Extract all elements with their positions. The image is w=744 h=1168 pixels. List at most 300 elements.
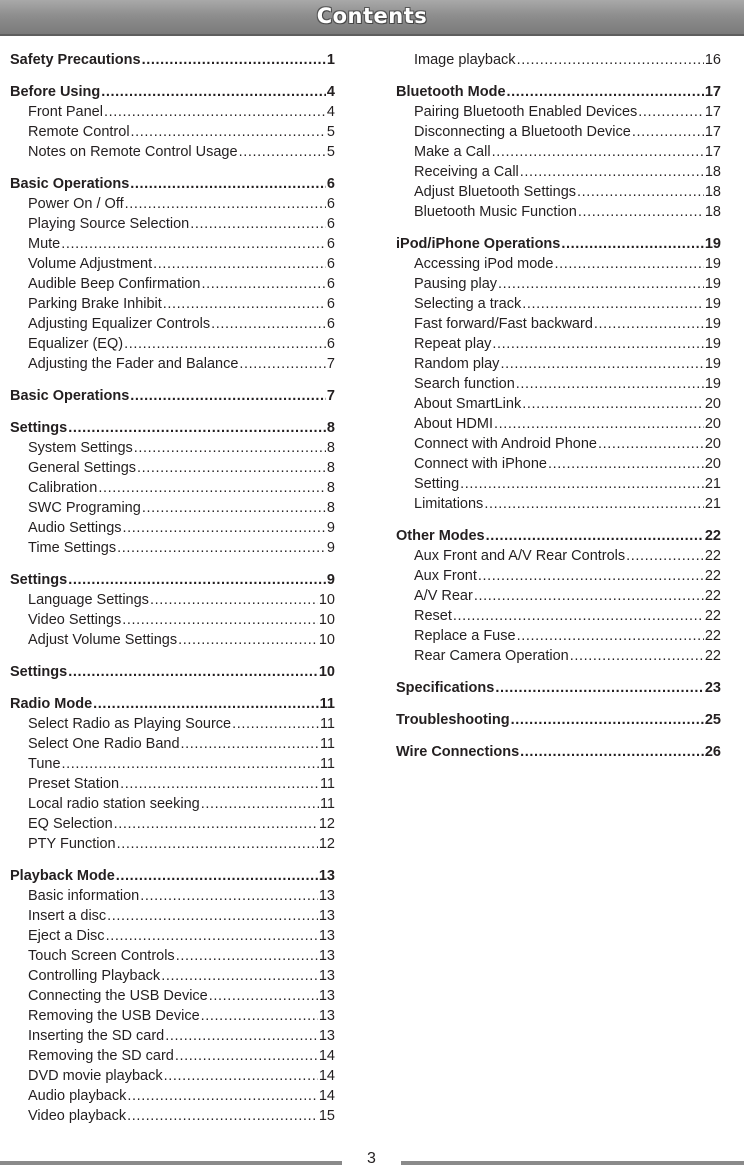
toc-subentry-page: 16 — [704, 52, 721, 68]
dot-leader — [507, 82, 704, 102]
toc-subentry-page: 11 — [319, 756, 335, 772]
dot-leader — [494, 414, 704, 434]
toc-subentry-label: Time Settings — [28, 540, 117, 556]
toc-subentry-label: System Settings — [28, 440, 133, 456]
toc-subentry-label: Removing the SD card — [28, 1048, 174, 1064]
dot-leader — [124, 334, 326, 354]
toc-subentry-page: 8 — [326, 500, 335, 516]
toc-section-heading[interactable] — [10, 50, 335, 70]
toc-subentry[interactable] — [10, 1086, 335, 1106]
toc-subentry[interactable] — [396, 294, 721, 314]
toc-subentry-label: Pausing play — [414, 276, 498, 292]
dot-leader — [140, 886, 318, 906]
toc-subentry-page: 10 — [318, 612, 335, 628]
toc-subentry-page: 19 — [704, 256, 721, 272]
dot-leader — [101, 82, 326, 102]
dot-leader — [150, 590, 318, 610]
toc-subentry[interactable] — [396, 50, 721, 70]
toc-subentry[interactable] — [396, 646, 721, 666]
toc-subentry-label: Tune — [28, 756, 61, 772]
toc-subentry[interactable] — [10, 714, 335, 734]
dot-leader — [202, 274, 326, 294]
dot-leader — [638, 102, 704, 122]
footer-rule-right — [401, 1161, 744, 1165]
toc-section-heading-page: 7 — [326, 388, 335, 404]
toc-subentry-page: 9 — [326, 520, 335, 536]
dot-leader — [577, 182, 704, 202]
toc-section-heading-page: 11 — [319, 696, 335, 712]
toc-subentry-label: EQ Selection — [28, 816, 113, 832]
toc-section-heading[interactable] — [10, 694, 335, 714]
toc-subentry-page: 21 — [704, 476, 721, 492]
toc-section-heading[interactable] — [10, 662, 335, 682]
dot-leader — [68, 662, 318, 682]
dot-leader — [120, 774, 319, 794]
toc-subentry[interactable] — [396, 162, 721, 182]
toc-subentry-label: Remote Control — [28, 124, 130, 140]
toc-subentry-label: Fast forward/Fast backward — [414, 316, 593, 332]
dot-leader — [190, 214, 326, 234]
toc-subentry[interactable] — [10, 906, 335, 926]
toc-subentry[interactable] — [396, 374, 721, 394]
toc-subentry-page: 12 — [318, 836, 335, 852]
dot-leader — [201, 794, 319, 814]
dot-leader — [106, 926, 318, 946]
toc-subentry-page: 13 — [318, 948, 335, 964]
toc-subentry[interactable] — [10, 334, 335, 354]
toc-section-heading-label: Bluetooth Mode — [396, 84, 506, 100]
toc-subentry[interactable] — [10, 734, 335, 754]
toc-subentry-page: 13 — [318, 1008, 335, 1024]
toc-subentry-page: 14 — [318, 1068, 335, 1084]
toc-subentry-label: Adjust Volume Settings — [28, 632, 178, 648]
dot-leader — [165, 1026, 318, 1046]
dot-leader — [520, 162, 704, 182]
toc-subentry-label: Rear Camera Operation — [414, 648, 569, 664]
toc-subentry-page: 20 — [704, 416, 721, 432]
dot-leader — [142, 50, 326, 70]
toc-section-heading-label: Radio Mode — [10, 696, 93, 712]
dot-leader — [492, 142, 704, 162]
dot-leader — [239, 142, 326, 162]
dot-leader — [209, 986, 318, 1006]
toc-subentry[interactable] — [10, 886, 335, 906]
toc-subentry-label: General Settings — [28, 460, 137, 476]
toc-subentry[interactable] — [10, 946, 335, 966]
toc-subentry-label: Adjust Bluetooth Settings — [414, 184, 577, 200]
toc-section-heading-label: Settings — [10, 420, 68, 436]
toc-subentry-label: Language Settings — [28, 592, 149, 608]
toc-section-heading-label: Settings — [10, 664, 68, 680]
dot-leader — [117, 834, 318, 854]
dot-leader — [211, 314, 326, 334]
toc-subentry[interactable] — [10, 142, 335, 162]
toc-subentry-label: Replace a Fuse — [414, 628, 516, 644]
toc-subentry[interactable] — [396, 394, 721, 414]
toc-subentry-page: 11 — [319, 796, 335, 812]
dot-leader — [98, 478, 326, 498]
dot-leader — [561, 234, 704, 254]
toc-subentry-page: 5 — [326, 144, 335, 160]
toc-subentry-label: Basic information — [28, 888, 140, 904]
toc-subentry[interactable] — [396, 182, 721, 202]
footer-rule-left — [0, 1161, 342, 1165]
toc-subentry-label: Removing the USB Device — [28, 1008, 200, 1024]
toc-subentry-page: 19 — [704, 336, 721, 352]
toc-subentry-label: Bluetooth Music Function — [414, 204, 577, 220]
toc-subentry-page: 20 — [704, 436, 721, 452]
toc-section-heading[interactable] — [396, 710, 721, 730]
toc-subentry-page: 19 — [704, 276, 721, 292]
toc-subentry-page: 10 — [318, 632, 335, 648]
toc-subentry-page: 10 — [318, 592, 335, 608]
toc-section-heading-page: 19 — [704, 236, 721, 252]
dot-leader — [142, 498, 326, 518]
toc-section-heading[interactable] — [396, 742, 721, 762]
toc-subentry-label: Accessing iPod mode — [414, 256, 554, 272]
toc-section-heading[interactable] — [396, 82, 721, 102]
dot-leader — [130, 174, 326, 194]
toc-subentry[interactable] — [10, 986, 335, 1006]
toc-subentry-label: Search function — [414, 376, 515, 392]
header-banner — [0, 0, 744, 36]
toc-subentry[interactable] — [10, 438, 335, 458]
toc-subentry-page: 6 — [326, 296, 335, 312]
toc-subentry-label: Playing Source Selection — [28, 216, 190, 232]
toc-subentry-page: 19 — [704, 296, 721, 312]
toc-subentry[interactable] — [10, 1046, 335, 1066]
dot-leader — [114, 814, 318, 834]
toc-subentry[interactable] — [10, 194, 335, 214]
toc-section-heading-page: 26 — [704, 744, 721, 760]
toc-section-heading-page: 25 — [704, 712, 721, 728]
dot-leader — [104, 102, 326, 122]
page-title: Contents — [316, 4, 428, 28]
dot-leader — [570, 646, 704, 666]
toc-subentry-page: 6 — [326, 196, 335, 212]
toc-subentry[interactable] — [396, 314, 721, 334]
dot-leader — [163, 294, 326, 314]
toc-section-heading[interactable] — [10, 174, 335, 194]
toc-subentry-label: Make a Call — [414, 144, 491, 160]
toc-subentry[interactable] — [10, 1006, 335, 1026]
toc-subentry-page: 20 — [704, 396, 721, 412]
toc-subentry-label: Mute — [28, 236, 61, 252]
toc-subentry-page: 6 — [326, 236, 335, 252]
toc-section-heading-page: 4 — [326, 84, 335, 100]
dot-leader — [123, 518, 326, 538]
toc-subentry-page: 4 — [326, 104, 335, 120]
toc-section-heading-label: Specifications — [396, 680, 495, 696]
toc-subentry-label: Repeat play — [414, 336, 492, 352]
dot-leader — [522, 294, 704, 314]
toc-subentry-page: 6 — [326, 256, 335, 272]
toc-subentry-page: 22 — [704, 568, 721, 584]
toc-section-heading-page: 6 — [326, 176, 335, 192]
toc-subentry[interactable] — [10, 1026, 335, 1046]
toc-subentry[interactable] — [396, 354, 721, 374]
toc-subentry[interactable] — [396, 414, 721, 434]
dot-leader — [498, 274, 704, 294]
toc-subentry-page: 6 — [326, 336, 335, 352]
toc-subentry-page: 13 — [318, 908, 335, 924]
toc-subentry[interactable] — [10, 518, 335, 538]
toc-subentry-page: 20 — [704, 456, 721, 472]
dot-leader — [161, 966, 318, 986]
toc-subentry-page: 18 — [704, 204, 721, 220]
dot-leader — [125, 194, 326, 214]
toc-section-heading-label: Safety Precautions — [10, 52, 141, 68]
toc-subentry[interactable] — [396, 474, 721, 494]
toc-subentry[interactable] — [10, 498, 335, 518]
toc-subentry-label: Select One Radio Band — [28, 736, 180, 752]
dot-leader — [68, 418, 326, 438]
toc-subentry-label: A/V Rear — [414, 588, 473, 604]
toc-subentry-label: Video Settings — [28, 612, 122, 628]
toc-subentry[interactable] — [10, 214, 335, 234]
toc-subentry[interactable] — [396, 494, 721, 514]
dot-leader — [117, 538, 326, 558]
dot-leader — [517, 626, 704, 646]
toc-subentry[interactable] — [396, 254, 721, 274]
toc-subentry-label: Connect with iPhone — [414, 456, 547, 472]
toc-subentry-page: 13 — [318, 1028, 335, 1044]
toc-section-heading-label: Before Using — [10, 84, 101, 100]
toc-subentry-label: Insert a disc — [28, 908, 107, 924]
toc-subentry-label: Disconnecting a Bluetooth Device — [414, 124, 631, 140]
toc-subentry[interactable] — [10, 538, 335, 558]
dot-leader — [127, 1086, 318, 1106]
toc-subentry[interactable] — [396, 142, 721, 162]
dot-leader — [511, 710, 704, 730]
toc-subentry[interactable] — [10, 926, 335, 946]
dot-leader — [554, 254, 703, 274]
dot-leader — [578, 202, 704, 222]
toc-subentry[interactable] — [10, 966, 335, 986]
toc-subentry-label: Parking Brake Inhibit — [28, 296, 162, 312]
toc-subentry[interactable] — [396, 202, 721, 222]
dot-leader — [178, 630, 318, 650]
toc-subentry-page: 6 — [326, 276, 335, 292]
toc-subentry-label: About HDMI — [414, 416, 493, 432]
toc-section-heading-label: Basic Operations — [10, 388, 130, 404]
dot-leader — [181, 734, 319, 754]
dot-leader — [176, 946, 318, 966]
toc-subentry-page: 19 — [704, 376, 721, 392]
dot-leader — [68, 570, 326, 590]
toc-subentry[interactable] — [396, 566, 721, 586]
toc-section-heading[interactable] — [10, 570, 335, 590]
toc-section-heading-label: Settings — [10, 572, 68, 588]
toc-subentry-label: PTY Function — [28, 836, 116, 852]
toc-subentry-label: Image playback — [414, 52, 516, 68]
toc-subentry[interactable] — [10, 814, 335, 834]
toc-subentry-label: Adjusting Equalizer Controls — [28, 316, 211, 332]
toc-subentry-label: Controlling Playback — [28, 968, 161, 984]
toc-section-heading-page: 10 — [318, 664, 335, 680]
dot-leader — [548, 454, 704, 474]
toc-subentry[interactable] — [10, 254, 335, 274]
dot-leader — [632, 122, 704, 142]
toc-subentry[interactable] — [10, 354, 335, 374]
toc-subentry-label: Aux Front — [414, 568, 477, 584]
toc-section-heading[interactable] — [396, 526, 721, 546]
toc-subentry[interactable] — [10, 234, 335, 254]
toc-subentry-label: Inserting the SD card — [28, 1028, 165, 1044]
toc-subentry-label: SWC Programing — [28, 500, 141, 516]
toc-subentry-page: 22 — [704, 608, 721, 624]
dot-leader — [164, 1066, 318, 1086]
dot-leader — [500, 354, 703, 374]
toc-subentry[interactable] — [10, 630, 335, 650]
toc-subentry-label: Select Radio as Playing Source — [28, 716, 232, 732]
dot-leader — [626, 546, 704, 566]
toc-section-heading-page: 8 — [326, 420, 335, 436]
dot-leader — [239, 354, 326, 374]
toc-subentry-label: Power On / Off — [28, 196, 124, 212]
toc-subentry-page: 15 — [318, 1108, 335, 1124]
toc-subentry-label: Aux Front and A/V Rear Controls — [414, 548, 626, 564]
toc-subentry-label: Preset Station — [28, 776, 120, 792]
toc-subentry-label: Front Panel — [28, 104, 103, 120]
toc-subentry-page: 13 — [318, 988, 335, 1004]
toc-subentry[interactable] — [10, 122, 335, 142]
dot-leader — [134, 438, 326, 458]
toc-subentry[interactable] — [10, 458, 335, 478]
toc-subentry-label: Connecting the USB Device — [28, 988, 208, 1004]
toc-subentry-label: DVD movie playback — [28, 1068, 163, 1084]
toc-section-heading-page: 22 — [704, 528, 721, 544]
toc-subentry-page: 22 — [704, 588, 721, 604]
toc-subentry-page: 11 — [319, 716, 335, 732]
toc-section-heading[interactable] — [10, 386, 335, 406]
toc-subentry[interactable] — [396, 334, 721, 354]
toc-subentry[interactable] — [396, 434, 721, 454]
toc-subentry-page: 22 — [704, 628, 721, 644]
toc-section-heading-label: Wire Connections — [396, 744, 520, 760]
toc-subentry-page: 22 — [704, 648, 721, 664]
toc-subentry[interactable] — [396, 586, 721, 606]
dot-leader — [495, 678, 704, 698]
toc-subentry-page: 14 — [318, 1088, 335, 1104]
toc-section-heading[interactable] — [10, 418, 335, 438]
dot-leader — [453, 606, 704, 626]
toc-subentry-page: 8 — [326, 460, 335, 476]
toc-subentry[interactable] — [396, 454, 721, 474]
toc-section-heading-page: 13 — [318, 868, 335, 884]
toc-subentry-label: Adjusting the Fader and Balance — [28, 356, 239, 372]
toc-section-heading[interactable] — [10, 866, 335, 886]
toc-subentry-label: About SmartLink — [414, 396, 522, 412]
toc-subentry[interactable] — [10, 1066, 335, 1086]
toc-subentry[interactable] — [10, 478, 335, 498]
toc-section-heading[interactable] — [396, 678, 721, 698]
dot-leader — [484, 494, 704, 514]
toc-subentry-label: Audio playback — [28, 1088, 127, 1104]
toc-subentry-label: Touch Screen Controls — [28, 948, 175, 964]
toc-subentry[interactable] — [10, 754, 335, 774]
toc-subentry[interactable] — [396, 606, 721, 626]
toc-subentry-label: Random play — [414, 356, 500, 372]
toc-subentry[interactable] — [10, 834, 335, 854]
toc-subentry[interactable] — [10, 794, 335, 814]
toc-section-heading-page: 23 — [704, 680, 721, 696]
toc-subentry-page: 13 — [318, 968, 335, 984]
toc-subentry-page: 6 — [326, 216, 335, 232]
toc-subentry-page: 11 — [319, 776, 335, 792]
toc-subentry-label: Calibration — [28, 480, 98, 496]
dot-leader — [127, 1106, 318, 1126]
dot-leader — [516, 374, 704, 394]
toc-subentry-page: 19 — [704, 316, 721, 332]
dot-leader — [474, 586, 704, 606]
toc-subentry-page: 17 — [704, 104, 721, 120]
toc-subentry-page: 8 — [326, 480, 335, 496]
toc-subentry[interactable] — [396, 546, 721, 566]
toc-subentry[interactable] — [10, 274, 335, 294]
toc-section-heading-label: Troubleshooting — [396, 712, 510, 728]
dot-leader — [131, 122, 326, 142]
toc-subentry[interactable] — [396, 102, 721, 122]
toc-subentry[interactable] — [396, 626, 721, 646]
toc-section-heading-label: iPod/iPhone Operations — [396, 236, 561, 252]
toc-subentry[interactable] — [10, 314, 335, 334]
toc-section-heading[interactable] — [396, 234, 721, 254]
toc-subentry-page: 22 — [704, 548, 721, 564]
toc-subentry-page: 7 — [326, 356, 335, 372]
toc-subentry-label: Receiving a Call — [414, 164, 519, 180]
toc-subentry[interactable] — [396, 122, 721, 142]
toc-subentry-page: 18 — [704, 164, 721, 180]
toc-subentry-label: Selecting a track — [414, 296, 522, 312]
toc-subentry-page: 17 — [704, 144, 721, 160]
toc-section-heading-label: Other Modes — [396, 528, 485, 544]
toc-left-column — [10, 50, 335, 1126]
dot-leader — [153, 254, 326, 274]
dot-leader — [598, 434, 704, 454]
toc-subentry[interactable] — [10, 1106, 335, 1126]
dot-leader — [61, 234, 326, 254]
toc-subentry[interactable] — [10, 102, 335, 122]
dot-leader — [594, 314, 704, 334]
dot-leader — [517, 50, 704, 70]
toc-subentry-page: 17 — [704, 124, 721, 140]
toc-section-heading[interactable] — [10, 82, 335, 102]
toc-subentry-label: Limitations — [414, 496, 484, 512]
toc-subentry-label: Connect with Android Phone — [414, 436, 597, 452]
dot-leader — [522, 394, 704, 414]
toc-subentry[interactable] — [10, 774, 335, 794]
toc-subentry-label: Equalizer (EQ) — [28, 336, 124, 352]
toc-subentry-label: Volume Adjustment — [28, 256, 153, 272]
toc-subentry[interactable] — [10, 590, 335, 610]
toc-subentry-page: 8 — [326, 440, 335, 456]
page-number: 3 — [367, 1150, 376, 1167]
dot-leader — [486, 526, 704, 546]
toc-subentry[interactable] — [10, 610, 335, 630]
toc-section-heading-page: 17 — [704, 84, 721, 100]
toc-subentry[interactable] — [396, 274, 721, 294]
dot-leader — [201, 1006, 318, 1026]
dot-leader — [492, 334, 703, 354]
toc-subentry-label: Reset — [414, 608, 452, 624]
toc-subentry[interactable] — [10, 294, 335, 314]
toc-subentry-page: 14 — [318, 1048, 335, 1064]
dot-leader — [93, 694, 318, 714]
toc-subentry-page: 21 — [704, 496, 721, 512]
dot-leader — [137, 458, 326, 478]
toc-subentry-page: 11 — [319, 736, 335, 752]
